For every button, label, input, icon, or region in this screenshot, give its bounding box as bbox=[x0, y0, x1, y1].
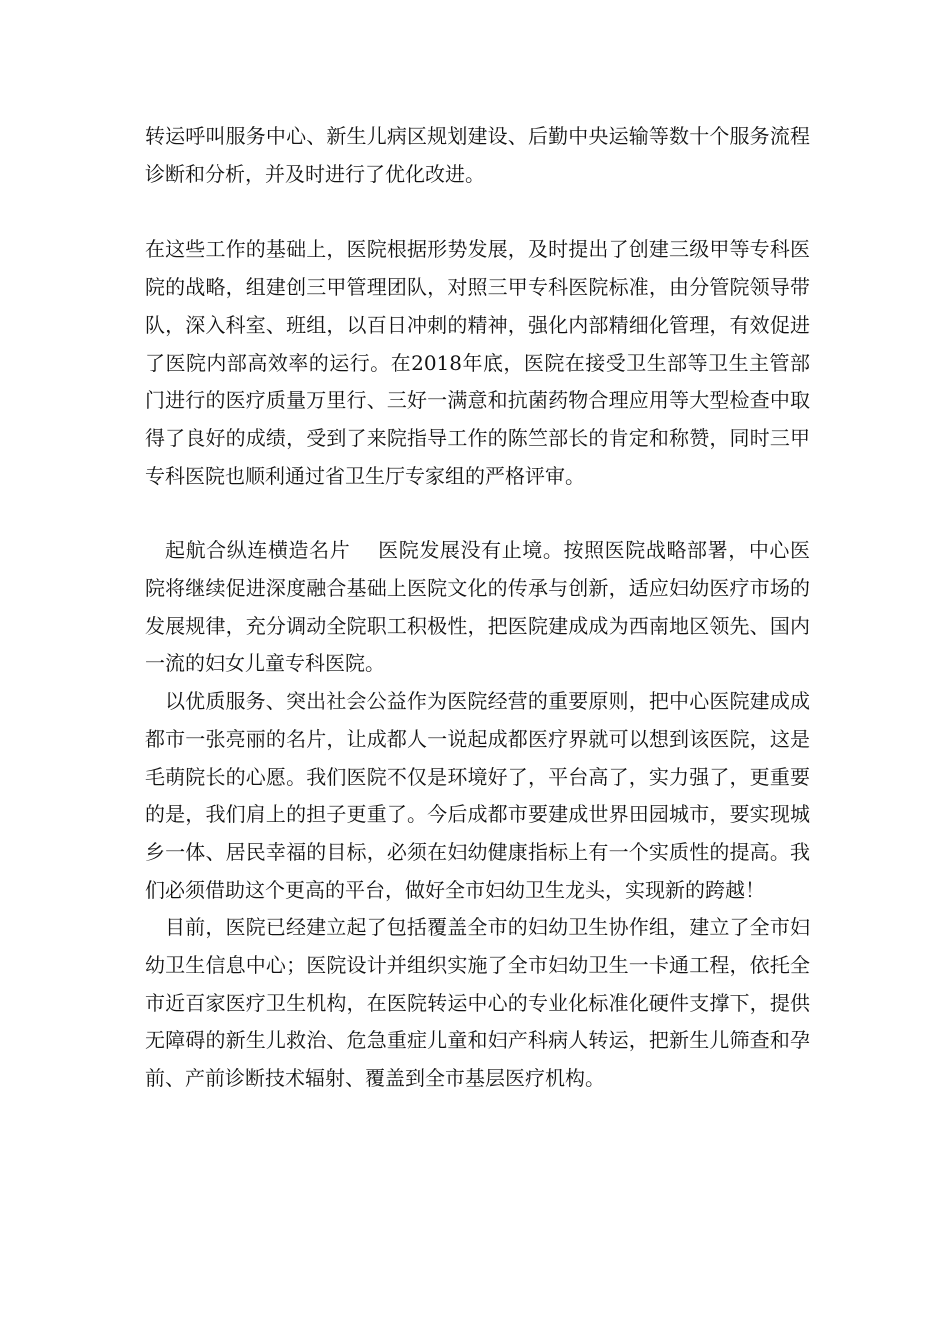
section-heading: 起航合纵连横造名片 bbox=[165, 538, 351, 563]
paragraph-4: 以优质服务、突出社会公益作为医院经营的重要原则，把中心医院建成成都市一张亮丽的名片，让成都人一说起成都医疗界就可以想到该医院，这是毛萌院长的心愿。我们医院不仅是环境好了，平台高了，实力强了，更重要的是，我们肩上的担子更重了。今后成都市要建成世界田园城市，要实现城乡一体、居民幸福的目标，必须在妇幼健康指标上有一个实质性的提高。我们必须借助这个更高的平台，做好全市妇幼卫生龙头，实现新的跨越！ bbox=[145, 689, 810, 902]
paragraph-5: 目前，医院已经建立起了包括覆盖全市的妇幼卫生协作组，建立了全市妇幼卫生信息中心；医院设计并组织实施了全市妇幼卫生一卡通工程，依托全市近百家医疗卫生机构，在医院转运中心的专业化标准化硬件支撑下，提供无障碍的新生儿救治、危急重症儿童和妇产科病人转运，把新生儿筛查和孕前、产前诊断技术辐射、覆盖到全市基层医疗机构。 bbox=[145, 915, 810, 1091]
paragraph-3 bbox=[145, 532, 810, 683]
paragraph-3-text: 医院发展没有止境。按照医院战略部署，中心医院将继续促进深度融合基础上医院文化的传承与创新，适应妇幼医疗市场的发展规律，充分调动全院职工积极性，把医院建成成为西南地区领先、国内一流的妇女儿童专科医院。 bbox=[145, 538, 811, 676]
heading-spacer bbox=[350, 538, 378, 562]
paragraph-1: 转运呼叫服务中心、新生儿病区规划建设、后勤中央运输等数十个服务流程诊断和分析，并及时进行了优化改进。 bbox=[145, 124, 810, 186]
paragraph-2: 在这些工作的基础上，医院根据形势发展，及时提出了创建三级甲等专科医院的战略，组建创三甲管理团队，对照三甲专科医院标准，由分管院领导带队，深入科室、班组，以百日冲刺的精神，强化内部精细化管理，有效促进了医院内部高效率的运行。在2018年底，医院在接受卫生部等卫生主管部门进行的医疗质量万里行、三好一满意和抗菌药物合理应用等大型检查中取得了良好的成绩，受到了来院指导工作的陈竺部长的肯定和称赞，同时三甲专科医院也顺利通过省卫生厅专家组的严格评审。 bbox=[145, 237, 810, 488]
document-page bbox=[145, 118, 810, 1098]
